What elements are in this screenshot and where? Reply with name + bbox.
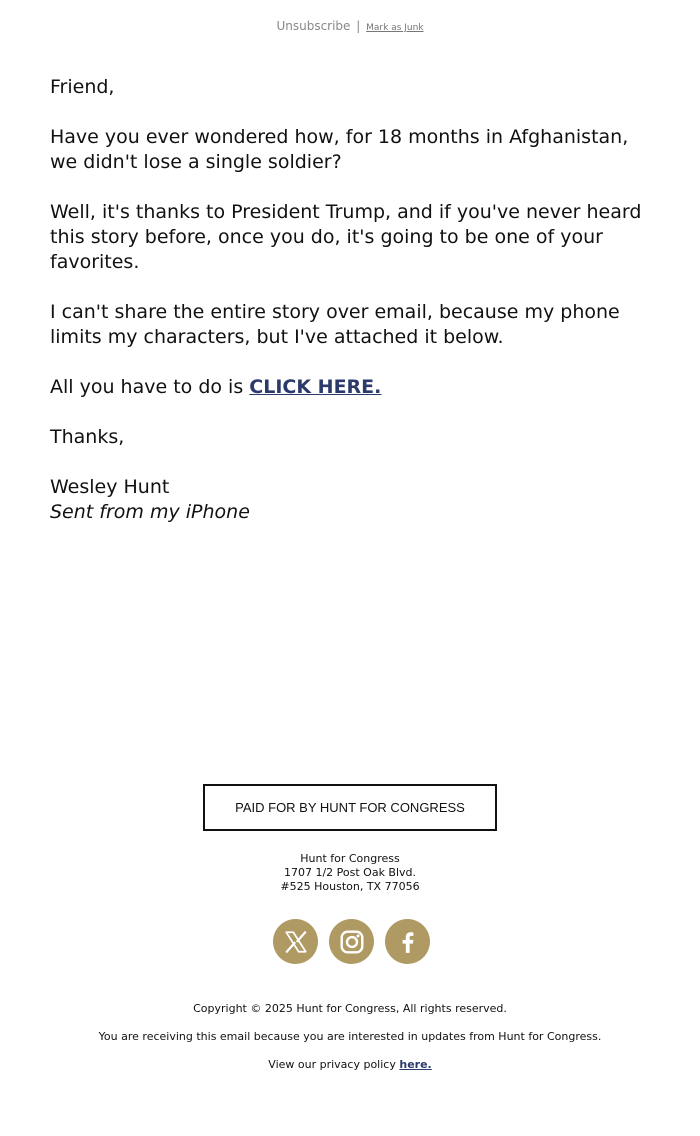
greeting: Friend, (50, 76, 115, 98)
receiving-note: You are receiving this email because you are interested in updates from Hunt for Congress. (98, 1030, 602, 1043)
paragraph-3: I can't share the entire story over email, because my phone limits my characters, but I've attached it below. (50, 301, 620, 348)
cta-paragraph (50, 375, 660, 400)
unsubscribe-link[interactable]: Unsubscribe (276, 19, 351, 33)
privacy-policy-link[interactable]: here. (399, 1058, 432, 1071)
org-name: Hunt for Congress (300, 852, 400, 865)
mark-as-junk-link[interactable]: Mark as Junk (366, 23, 424, 33)
address-line-2: #525 Houston, TX 77056 (280, 880, 420, 893)
paid-for-disclaimer: PAID FOR BY HUNT FOR CONGRESS (203, 784, 497, 831)
footer-legal (0, 1002, 700, 1086)
copyright: Copyright © 2025 Hunt for Congress, All rights reserved. (193, 1002, 507, 1015)
x-icon[interactable] (273, 919, 318, 964)
cta-prefix: All you have to do is (50, 376, 250, 398)
privacy-prefix: View our privacy policy (268, 1058, 400, 1071)
social-links (273, 919, 433, 965)
email-body (50, 75, 660, 525)
address-line-1: 1707 1/2 Post Oak Blvd. (283, 866, 417, 879)
signature-name: Wesley Hunt (50, 476, 170, 498)
paragraph-1: Have you ever wondered how, for 18 months in Afghanistan, we didn't lose a single soldier? (50, 126, 629, 173)
facebook-icon[interactable] (385, 919, 430, 964)
closing: Thanks, (50, 426, 125, 448)
mailing-address (0, 852, 700, 894)
click-here-link[interactable]: CLICK HERE. (249, 376, 382, 398)
sent-from-iphone: Sent from my iPhone (50, 501, 250, 523)
privacy-policy (0, 1058, 700, 1072)
header-separator: | (356, 19, 361, 33)
paragraph-2: Well, it's thanks to President Trump, and if you've never heard this story before, once you do, it's going to be one of your favorites. (50, 201, 642, 273)
instagram-icon[interactable] (329, 919, 374, 964)
email-header-links (0, 19, 700, 33)
